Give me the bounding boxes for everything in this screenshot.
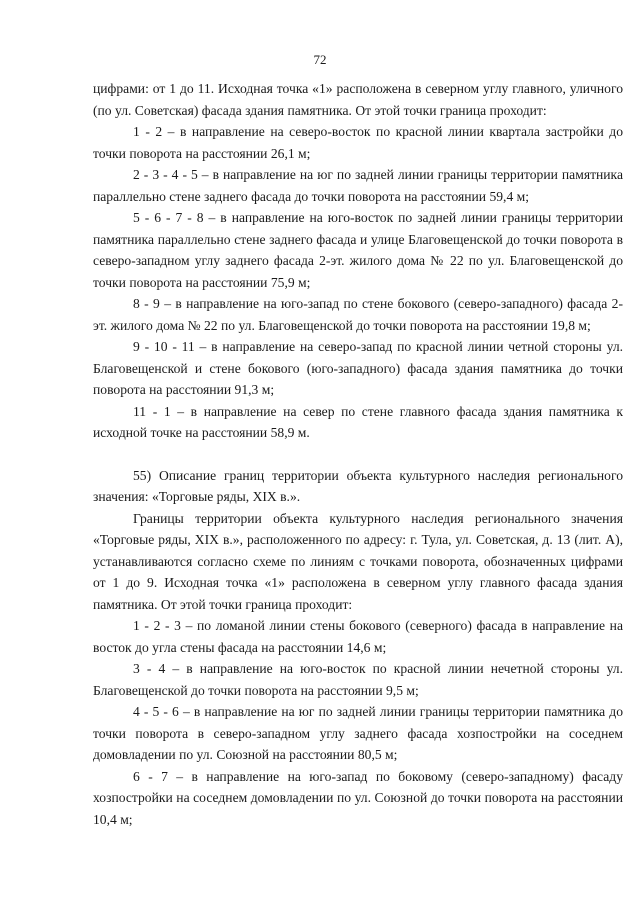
section-heading: 55) Описание границ территории объекта культурного наследия регионального значения: «Торговые ряды, XIX в.». [93,467,623,504]
paragraph-continuation: цифрами: от 1 до 11. Исходная точка «1» расположена в северном углу главного, уличного (по ул. Советская) фасада здания памятника. От этой точки граница проходит: [93,81,623,118]
boundary-segment: 8 - 9 – в направление на юго-запад по стене бокового (северо-западного) фасада 2-эт. жилого дома № 22 по ул. Благовещенской до точки поворота на расстоянии 19,8 м; [93,296,623,333]
spacer [93,444,623,465]
boundary-segment: 9 - 10 - 11 – в направление на северо-запад по красной линии четной стороны ул. Благовещенской и стене бокового (юго-западного) фасада здания памятника до точки поворота на расстоянии 91,3 м; [93,339,623,397]
boundary-segment: 1 - 2 - 3 – по ломаной линии стены бокового (северного) фасада в направление на восток до угла стены фасада на расстоянии 14,6 м; [93,618,623,655]
boundary-segment: 1 - 2 – в направление на северо-восток по красной линии квартала застройки до точки поворота на расстоянии 26,1 м; [93,124,623,161]
boundary-segment: 11 - 1 – в направление на север по стене главного фасада здания памятника к исходной точке на расстоянии 58,9 м. [93,403,623,440]
document-body [93,78,623,830]
page-number: 72 [313,52,327,67]
section-intro: Границы территории объекта культурного наследия регионального значения «Торговые ряды, XIX в.», расположенного по адресу: г. Тула, ул. Советская, д. 13 (лит. А), устанавливаются согласно схеме по линиям с точками поворота, обозначенных цифрами от 1 до 9. Исходная точка «1» расположена в северном углу главного фасада здания памятника. От этой точки граница проходит: [93,510,623,612]
boundary-segment: 2 - 3 - 4 - 5 – в направление на юг по задней линии границы территории памятника параллельно стене заднего фасада до точки поворота на расстоянии 59,4 м; [93,167,623,204]
boundary-segment: 4 - 5 - 6 – в направление на юг по задней линии границы территории памятника до точки поворота в северо-западном углу заднего фасада хозпостройки на соседнем домовладении по ул. Союзной на расстоянии 80,5 м; [93,704,623,762]
boundary-segment: 3 - 4 – в направление на юго-восток по красной линии нечетной стороны ул. Благовещенской до точки поворота на расстоянии 9,5 м; [93,661,623,698]
boundary-segment: 6 - 7 – в направление на юго-запад по боковому (северо-западному) фасаду хозпостройки на соседнем домовладении по ул. Союзной до точки поворота на расстоянии 10,4 м; [93,768,623,827]
boundary-segment: 5 - 6 - 7 - 8 – в направление на юго-восток по задней линии границы территории памятника параллельно стене заднего фасада и улице Благовещенской до точки поворота в северо-западном углу заднего фасада 2-эт. жилого дома № 22 по ул. Благовещенской до точки поворота на расстоянии 75,9 м; [93,210,623,290]
